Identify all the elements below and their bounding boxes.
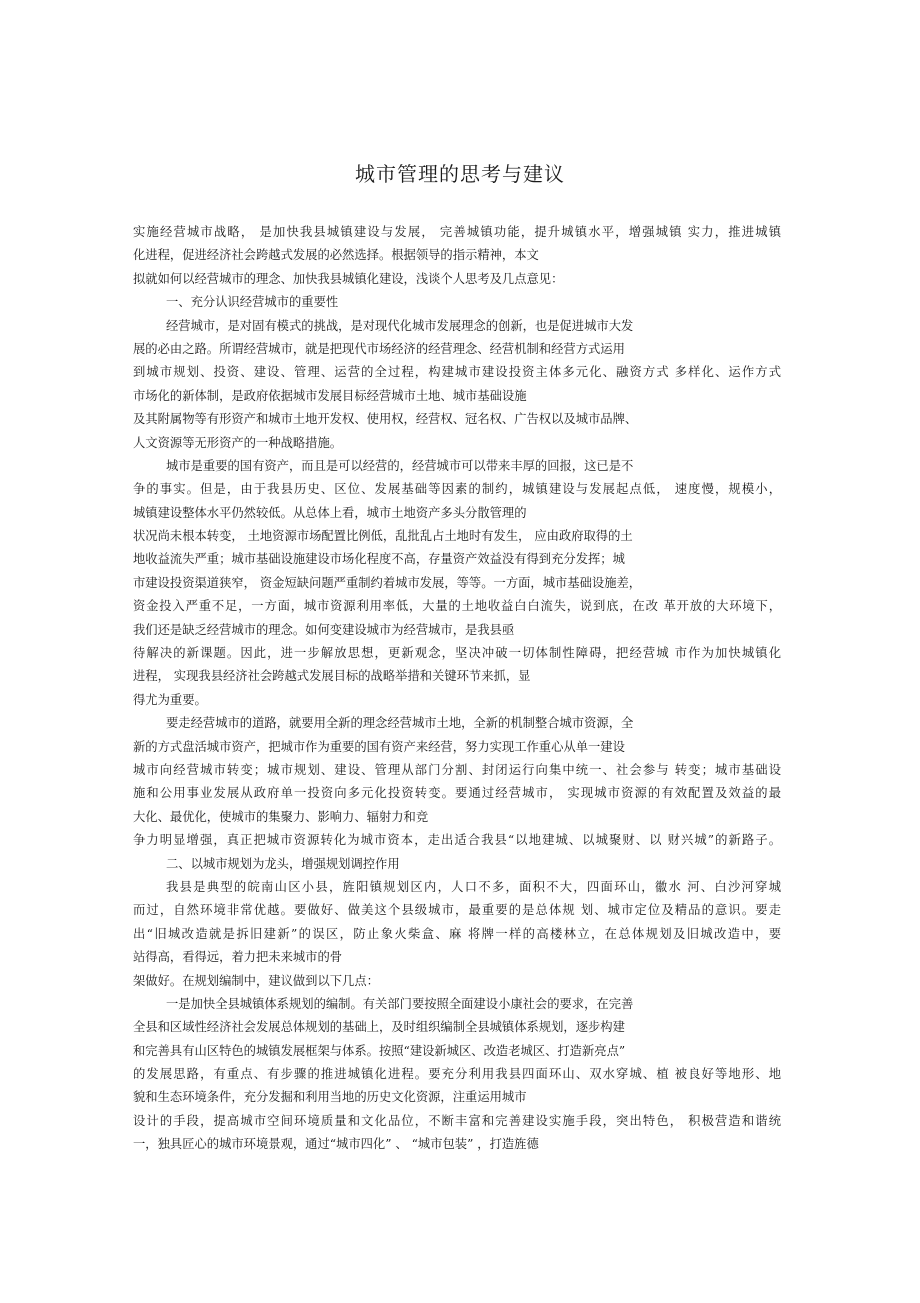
text-line: 出“旧城改造就是拆旧建新”的误区，防止象火柴盒、麻 将牌一样的高楼林立，在总体规划及旧城改造中，要 [133,926,781,941]
text-line: 城市是重要的国有资产，而且是可以经营的，经营城市可以带来丰厚的回报，这已是不 [166,458,634,473]
text-line: 到城市规划、投资、建设、管理、运营的全过程，构建城市建设投资主体多元化、融资方式 多样化、运作方式 [133,365,781,380]
document-body [133,221,781,1157]
text-line: 化进程，促进经济社会跨越式发展的必然选择。根据领导的指示精神，本文 [133,248,539,263]
text-line: 我们还是缺乏经营城市的理念。如何变建设城市为经营城市，是我县亟 [133,622,515,637]
text-line: 新的方式盘活城市资产，把城市作为重要的国有资产来经营，努力实现工作重心从单一建设 [133,739,625,754]
text-line: 地收益流失严重；城市基础设施建设市场化程度不高，存量资产效益没有得到充分发挥；城 [133,552,625,567]
text-line: 拟就如何以经营城市的理念、加快我县城镇化建设，浅谈个人思考及几点意见： [133,271,564,286]
text-line: 和完善具有山区特色的城镇发展框架与体系。按照“建设新城区、改造老城区、打造新亮点” [133,1043,626,1058]
text-line: 资金投入严重不足，一方面，城市资源利用率低，大量的土地收益白白流失，说到底，在改 革开放的大环境下， [133,599,781,614]
text-line: 及其附属物等有形资产和城市土地开发权、使用权，经营权、冠名权、广告权以及城市品牌、 [133,412,638,427]
text-line: 一是加快全县城镇体系规划的编制。有关部门要按照全面建设小康社会的要求，在完善 [166,996,634,1011]
text-line: 站得高，看得远，着力把未来城市的骨 [133,950,343,965]
text-line: 市场化的新体制，是政府依据城市发展目标经营城市土地、城市基础设施 [133,388,527,403]
text-line: 一、充分认识经营城市的重要性 [166,295,339,310]
text-line: 要走经营城市的道路，就要用全新的理念经营城市土地，全新的机制整合城市资源，全 [166,716,634,731]
text-line: 我县是典型的皖南山区小县，旌阳镇规划区内，人口不多，面积不大，四面环山，徽水 河、白沙河穿城 [166,879,781,894]
text-line: 城镇建设整体水平仍然较低。从总体上看，城市土地资产多头分散管理的 [133,505,527,520]
text-line: 二、以城市规划为龙头，增强规划调控作用 [166,856,400,871]
text-line: 实施经营城市战略， 是加快我县城镇建设与发展， 完善城镇功能，提升城镇水平，增强城镇 实力，推进城镇 [133,225,781,239]
text-line: 经营城市，是对固有模式的挑战，是对现代化城市发展理念的创新，也是促进城市大发 [166,318,634,333]
text-line: 人文资源等无形资产的一种战略措施。 [133,435,343,450]
text-line: 市建设投资渠道狭窄， 资金短缺问题严重制约着城市发展，等等。一方面，城市基础设施差， [133,575,642,590]
text-line: 状况尚未根本转变， 土地资源市场配置比例低，乱批乱占土地时有发生， 应由政府取得的土 [133,529,633,544]
text-line: 争的事实。但是，由于我县历史、区位、发展基础等因素的制约，城镇建设与发展起点低， 速度慢，规模小， [133,482,781,497]
text-line: 貌和生态环境条件，充分发掘和利用当地的历史文化资源，注重运用城市 [133,1090,527,1105]
text-line: 争力明显增强，真正把城市资源转化为城市资本，走出适合我县“以地建城、以城聚财、以 财兴城”的新路子。 [133,833,781,848]
document-title: 城市管理的思考与建议 [355,162,565,186]
text-line: 而过，自然环境非常优越。要做好、做美这个县级城市，最重要的是总体规 划、城市定位及精品的意识。要走 [133,903,781,918]
text-line: 一，独具匠心的城市环境景观，通过“城市四化” 、 “城市包装” ，打造旌德 [133,1137,539,1152]
text-line: 施和公用事业发展从政府单一投资向多元化投资转变。要通过经营城市， 实现城市资源的有效配置及效益的最 [133,786,781,801]
text-line: 城市向经营城市转变；城市规划、建设、管理从部门分割、封闭运行向集中统一、社会参与 转变；城市基础设 [133,762,781,777]
text-line: 的发展思路，有重点、有步骤的推进城镇化进程。要充分利用我县四面环山、双水穿城、植 被良好等地形、地 [133,1067,781,1082]
text-line: 待解决的新课题。因此，进一步解放思想，更新观念，坚决冲破一切体制性障碍，把经营城 市作为加快城镇化 [133,646,781,661]
text-line: 展的必由之路。所谓经营城市，就是把现代市场经济的经营理念、经营机制和经营方式运用 [133,341,625,356]
text-line: 大化、最优化，使城市的集聚力、影响力、辐射力和竞 [133,809,429,824]
text-line: 进程， 实现我县经济社会跨越式发展目标的战略举措和关键环节来抓，显 [133,669,531,684]
text-line: 设计的手段，提高城市空间环境质量和文化品位，不断丰富和完善建设实施手段，突出特色， 积极营造和谐统 [133,1113,781,1128]
text-line: 架做好。在规划编制中，建议做到以下几点： [133,973,379,988]
text-line: 全县和区域性经济社会发展总体规划的基础上，及时组织编制全县城镇体系规划，逐步构建 [133,1020,625,1035]
text-line: 得尤为重要。 [133,692,207,707]
